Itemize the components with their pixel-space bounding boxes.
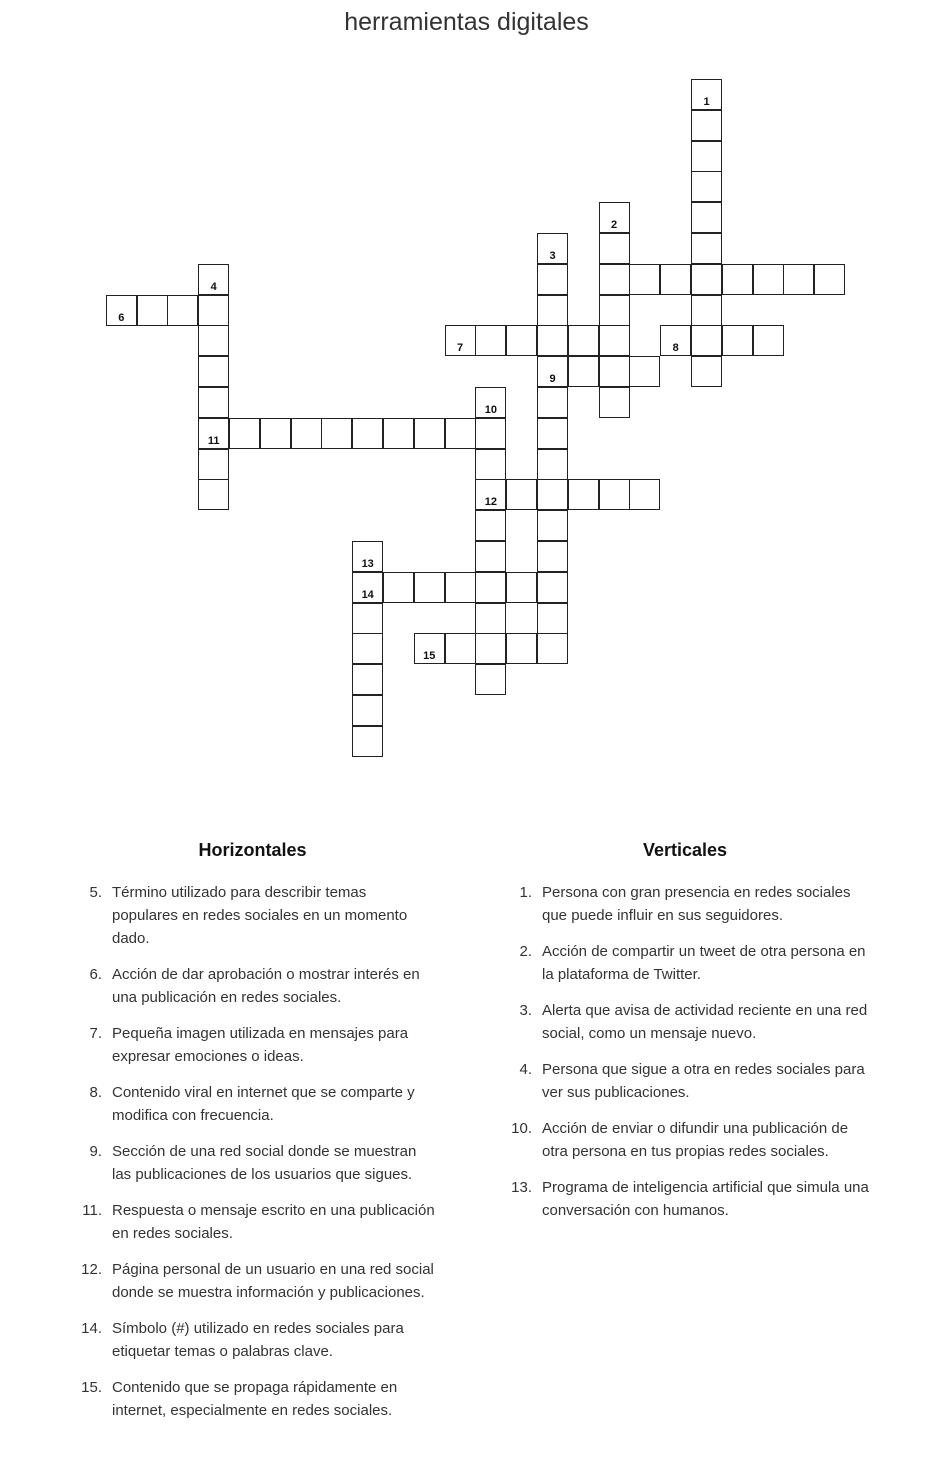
- grid-cell[interactable]: [691, 110, 722, 141]
- grid-cell[interactable]: [414, 418, 445, 449]
- clue-number: 10.: [511, 1120, 532, 1137]
- clue-item: [500, 1058, 870, 1104]
- grid-cell[interactable]: [475, 603, 506, 634]
- clue-text: Sección de una red social donde se muestran las publicaciones de los usuarios que sigues.: [112, 1143, 417, 1183]
- cell-number: 9: [549, 373, 556, 386]
- grid-cell[interactable]: [537, 510, 568, 541]
- clue-item: [500, 1117, 870, 1163]
- grid-cell[interactable]: [475, 572, 506, 603]
- grid-cell[interactable]: [599, 295, 630, 326]
- across-clues-section: [70, 840, 435, 1435]
- grid-cell[interactable]: [137, 295, 168, 326]
- page-title: herramientas digitales: [344, 8, 589, 36]
- grid-cell[interactable]: [260, 418, 291, 449]
- grid-cell[interactable]: [537, 295, 568, 326]
- clue-text: Página personal de un usuario en una red social donde se muestra información y publicaciones.: [112, 1261, 434, 1301]
- clue-number: 9.: [89, 1143, 102, 1160]
- clue-number: 1.: [519, 884, 532, 901]
- clue-number: 7.: [89, 1025, 102, 1042]
- clue-text: Alerta que avisa de actividad reciente en una red social, como un mensaje nuevo.: [542, 1002, 868, 1042]
- grid-cell[interactable]: [475, 325, 506, 356]
- grid-cell[interactable]: [629, 479, 660, 510]
- grid-cell[interactable]: [475, 449, 506, 480]
- grid-cell[interactable]: [291, 418, 322, 449]
- grid-cell[interactable]: [537, 418, 568, 449]
- clue-number: 14.: [81, 1320, 102, 1337]
- clue-text: Programa de inteligencia artificial que simula una conversación con humanos.: [542, 1179, 869, 1219]
- clue-item: [70, 1081, 435, 1127]
- clue-number: 2.: [519, 943, 532, 960]
- clue-item: [70, 1317, 435, 1363]
- grid-cell[interactable]: [537, 387, 568, 418]
- grid-cell[interactable]: [198, 387, 229, 418]
- down-heading: Verticales: [642, 840, 728, 860]
- grid-cell[interactable]: [568, 325, 599, 356]
- clue-text: Término utilizado para describir temas populares en redes sociales en un momento dado.: [112, 884, 408, 947]
- grid-cell[interactable]: [537, 356, 568, 387]
- grid-cell[interactable]: [383, 418, 414, 449]
- grid-cell[interactable]: [629, 264, 660, 295]
- grid-cell[interactable]: [198, 295, 229, 326]
- grid-cell[interactable]: [383, 572, 414, 603]
- grid-cell[interactable]: [475, 510, 506, 541]
- grid-cell[interactable]: [475, 418, 506, 449]
- grid-cell[interactable]: [691, 264, 722, 295]
- grid-cell[interactable]: [691, 171, 722, 202]
- grid-cell[interactable]: [537, 541, 568, 572]
- grid-cell[interactable]: [599, 233, 630, 264]
- grid-cell[interactable]: [106, 295, 137, 326]
- grid-cell[interactable]: [753, 264, 784, 295]
- grid-cell[interactable]: [506, 479, 537, 510]
- grid-cell[interactable]: [445, 418, 476, 449]
- grid-cell[interactable]: [722, 264, 753, 295]
- across-heading: Horizontales: [198, 840, 307, 860]
- grid-cell[interactable]: [506, 633, 537, 664]
- grid-cell[interactable]: [568, 479, 599, 510]
- grid-cell[interactable]: [660, 325, 691, 356]
- grid-cell[interactable]: [445, 572, 476, 603]
- clue-text: Símbolo (#) utilizado en redes sociales para etiquetar temas o palabras clave.: [112, 1320, 404, 1360]
- grid-cell[interactable]: [537, 233, 568, 264]
- clue-text: Respuesta o mensaje escrito en una publicación en redes sociales.: [112, 1202, 435, 1242]
- clue-item: [500, 1176, 870, 1222]
- grid-cell[interactable]: [660, 264, 691, 295]
- grid-cell[interactable]: [321, 418, 352, 449]
- grid-cell[interactable]: [599, 202, 630, 233]
- grid-cell[interactable]: [198, 264, 229, 295]
- clue-item: [500, 881, 870, 927]
- clue-item: [70, 881, 435, 950]
- cell-number: 6: [118, 311, 125, 324]
- grid-cell[interactable]: [537, 633, 568, 664]
- grid-cell[interactable]: [537, 603, 568, 634]
- grid-cell[interactable]: [506, 572, 537, 603]
- grid-cell[interactable]: [691, 233, 722, 264]
- clue-item: [70, 1376, 435, 1422]
- clue-item: [70, 1199, 435, 1245]
- clue-number: 12.: [81, 1261, 102, 1278]
- clue-text: Contenido viral en internet que se comparte y modifica con frecuencia.: [112, 1084, 415, 1124]
- grid-cell[interactable]: [198, 479, 229, 510]
- grid-cell[interactable]: [537, 264, 568, 295]
- clue-item: [500, 940, 870, 986]
- grid-cell[interactable]: [537, 449, 568, 480]
- grid-cell[interactable]: [599, 264, 630, 295]
- grid-cell[interactable]: [691, 79, 722, 110]
- grid-cell[interactable]: [352, 664, 383, 695]
- grid-cell[interactable]: [691, 202, 722, 233]
- grid-cell[interactable]: [722, 325, 753, 356]
- clue-text: Contenido que se propaga rápidamente en internet, especialmente en redes sociales.: [112, 1379, 398, 1419]
- cell-number: 4: [210, 280, 217, 293]
- cell-number: 3: [549, 250, 556, 262]
- clue-number: 3.: [519, 1002, 532, 1019]
- grid-cell[interactable]: [691, 325, 722, 356]
- clue-text: Acción de dar aprobación o mostrar interés en una publicación en redes sociales.: [112, 966, 420, 1006]
- grid-cell[interactable]: [506, 325, 537, 356]
- grid-cell[interactable]: [352, 541, 383, 572]
- grid-cell[interactable]: [352, 572, 383, 603]
- clue-text: Pequeña imagen utilizada en mensajes para expresar emociones o ideas.: [112, 1025, 409, 1065]
- clue-text: Acción de compartir un tweet de otra persona en la plataforma de Twitter.: [542, 943, 866, 983]
- cell-number: 10: [484, 404, 498, 416]
- grid-cell[interactable]: [599, 479, 630, 510]
- clue-number: 15.: [81, 1379, 102, 1396]
- cell-number: 15: [423, 650, 436, 663]
- cell-number: 14: [361, 588, 374, 601]
- grid-cell[interactable]: [475, 541, 506, 572]
- grid-cell[interactable]: [691, 141, 722, 172]
- grid-cell[interactable]: [198, 325, 229, 356]
- clue-item: [70, 1258, 435, 1304]
- grid-cell[interactable]: [537, 572, 568, 603]
- clue-item: [70, 963, 435, 1009]
- clue-number: 6.: [89, 966, 102, 983]
- cell-number: 12: [484, 496, 498, 509]
- grid-cell[interactable]: [783, 264, 814, 295]
- clue-number: 11.: [82, 1202, 102, 1219]
- grid-cell[interactable]: [229, 418, 260, 449]
- grid-cell[interactable]: [167, 295, 198, 326]
- grid-cell[interactable]: [537, 325, 568, 356]
- grid-cell[interactable]: [814, 264, 845, 295]
- clue-text: Acción de enviar o difundir una publicación de otra persona en tus propias redes sociales.: [542, 1120, 849, 1160]
- across-clue-list: [70, 881, 435, 1422]
- grid-cell[interactable]: [537, 479, 568, 510]
- grid-cell[interactable]: [475, 664, 506, 695]
- cell-number: 8: [672, 342, 679, 355]
- grid-cell[interactable]: [475, 633, 506, 664]
- grid-cell[interactable]: [599, 387, 630, 418]
- cell-number: 7: [457, 342, 464, 355]
- grid-cell[interactable]: [352, 695, 383, 726]
- down-clue-list: [500, 881, 870, 1222]
- grid-cell[interactable]: [445, 633, 476, 664]
- cell-number: 1: [703, 96, 710, 108]
- clue-number: 13.: [511, 1179, 532, 1196]
- grid-cell[interactable]: [629, 356, 660, 387]
- grid-cell[interactable]: [352, 418, 383, 449]
- clue-number: 8.: [89, 1084, 102, 1101]
- clue-item: [70, 1022, 435, 1068]
- grid-cell[interactable]: [414, 572, 445, 603]
- grid-cell[interactable]: [352, 726, 383, 757]
- grid-cell[interactable]: [691, 356, 722, 387]
- grid-cell[interactable]: [753, 325, 784, 356]
- grid-cell[interactable]: [352, 633, 383, 664]
- clue-number: 4.: [519, 1061, 532, 1078]
- grid-cell[interactable]: [475, 479, 506, 510]
- grid-cell[interactable]: [445, 325, 476, 356]
- grid-cell[interactable]: [198, 356, 229, 387]
- clue-text: Persona que sigue a otra en redes sociales para ver sus publicaciones.: [542, 1061, 865, 1101]
- grid-cell[interactable]: [691, 295, 722, 326]
- clue-item: [70, 1140, 435, 1186]
- cell-number: 2: [611, 219, 618, 232]
- grid-cell[interactable]: [414, 633, 445, 664]
- cell-number: 11: [207, 434, 220, 447]
- grid-cell[interactable]: [198, 418, 229, 449]
- grid-cell[interactable]: [352, 603, 383, 634]
- down-clues-section: [500, 840, 870, 1235]
- clue-number: 5.: [89, 884, 102, 901]
- grid-cell[interactable]: [198, 449, 229, 480]
- cell-number: 13: [361, 558, 374, 570]
- grid-cell[interactable]: [599, 325, 630, 356]
- grid-cell[interactable]: [475, 387, 506, 418]
- grid-cell[interactable]: [568, 356, 599, 387]
- grid-cell[interactable]: [599, 356, 630, 387]
- clue-text: Persona con gran presencia en redes sociales que puede influir en sus seguidores.: [542, 884, 851, 924]
- clue-item: [500, 999, 870, 1045]
